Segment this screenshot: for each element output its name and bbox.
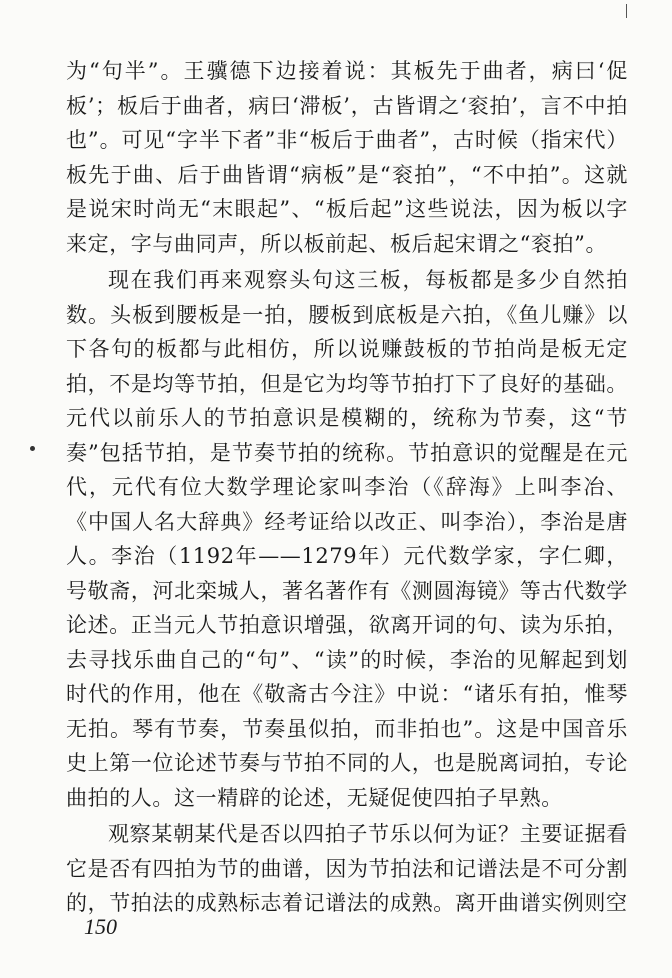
paragraph-evidence: 观察某朝某代是否以四拍子节乐以何为证？主要证据看它是否有四拍为节的曲谱，因为节拍法和记谱法是不可分割的，节拍法的成熟标志着记谱法的成熟。离开曲谱实例则空 — [66, 822, 628, 915]
paragraph-continuation: 为“句半”。王骥德下边接着说：其板先于曲者，病曰‘促板’；板后于曲者，病曰‘滞板’，古皆谓之‘衮拍’，言不中拍也”。可见“字半下者”非“板后于曲者”，古时候（指宋代）板先于曲、后于曲皆谓“病板”是“衮拍”，“不中拍”。这就是说宋时尚无“末眼起”、“板后起”这些说法，因为板以字来定，字与曲同声，所以板前起、板后起宋谓之“衮拍”。 — [66, 59, 628, 256]
page-number: 150 — [84, 914, 117, 939]
margin-dot — [30, 446, 35, 451]
body-text — [66, 54, 628, 923]
paragraph-rhythm-analysis: 现在我们再来观察头句这三板，每板都是多少自然拍数。头板到腰板是一拍，腰板到底板是六拍，《鱼儿赚》以下各句的板都与此相仿，所以说赚鼓板的节拍尚是板无定拍，不是均等节拍，但是它为均等节拍打下了良好的基础。元代以前乐人的节拍意识是模糊的，统称为节奏，这“节奏”包括节拍，是节奏节拍的统称。节拍意识的觉醒是在元代，元代有位大数学理论家叫李治（《辞海》上叫李冶、《中国人名大辞典》经考证给以改正、叫李治），李治是唐人。李治（1192年——1279年）元代数学家，字仁卿，号敬斋，河北栾城人，著名著作有《测圆海镜》等古代数学论述。正当元人节拍意识增强，欲离开词的句、读为乐拍，去寻找乐曲自己的“句”、“读”的时候，李治的见解起到划时代的作用，他在《敬斋古今注》中说：“诸乐有拍，惟琴无拍。琴有节奏，节奏虽似拍，而非拍也”。这是中国音乐史上第一位论述节奏与节拍不同的人，也是脱离词拍，专论曲拍的人。这一精辟的论述，无疑促使四拍子早熟。 — [66, 268, 628, 810]
scan-mark — [626, 4, 627, 18]
